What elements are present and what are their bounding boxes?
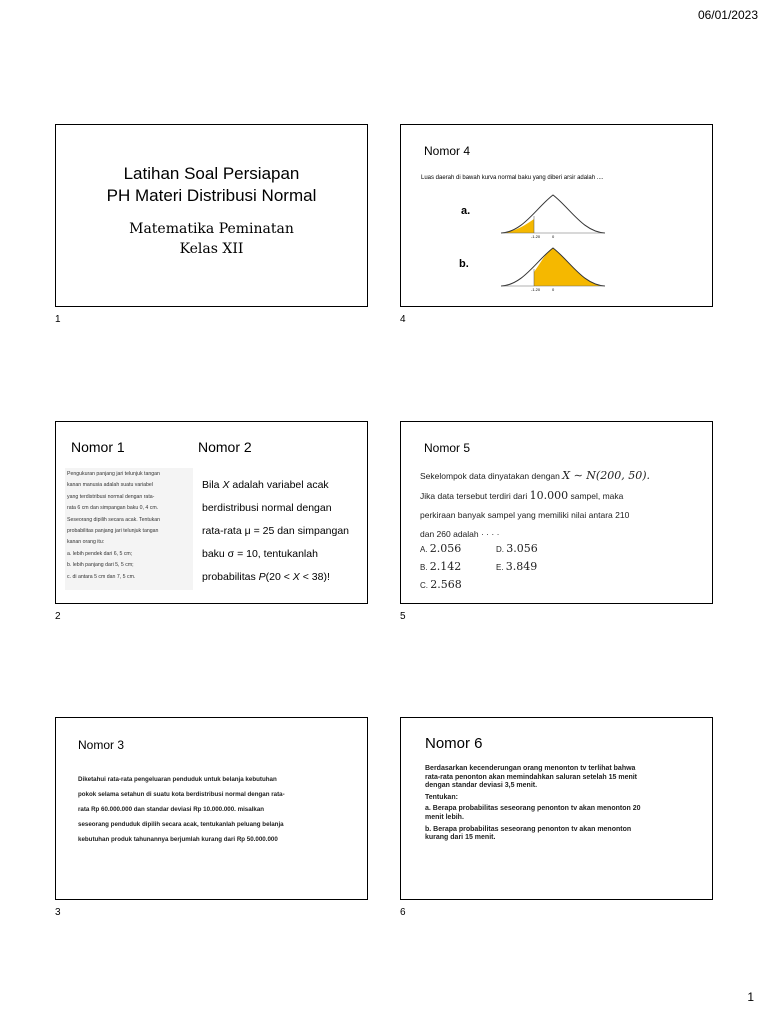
option-value: 3.849 [505,560,538,573]
slide-number-2: 2 [55,611,61,622]
tick-label-left: -1.20 [531,287,541,291]
slide-5 [400,421,713,604]
option-b [420,558,461,577]
shaded-left-tail [501,219,534,233]
tick-label-left: -1.20 [531,234,541,238]
page-number: 1 [747,990,754,1004]
problem-2-text [202,474,367,589]
problem-2-line-5 [202,566,367,589]
option-value: 3.056 [506,542,538,555]
problem-6-line: rata-rata penonton akan memindahkan saluran setelah 15 menit [425,773,638,781]
slide-heading: Nomor 4 [424,144,471,158]
slide-subtitle [56,219,367,259]
problem-1-line: Seseorang dipilih secara acak. Tentukan [67,516,161,523]
problem-2-line-1 [202,474,367,497]
problem-3-text [78,772,366,847]
slide-number-5: 5 [400,611,406,622]
problem-1-line: kanan manusia adalah suatu variabel [67,482,153,489]
tick-label-zero: 0 [552,287,555,291]
problem-1-text [65,468,193,590]
slide-title [56,163,367,207]
option-letter: A. [420,545,430,554]
text-run: probabilitas [202,571,259,583]
problem-5-line-3: perkiraan banyak sampel yang memiliki nilai antara 210 [420,510,630,520]
text-run: < 38)! [299,571,330,583]
problem-6-line: a. Berapa probabilitas seseorang penonton tv akan menonton 20 [425,805,641,813]
normal-curve-a [498,188,608,238]
option-e [496,558,537,577]
option-c [420,576,462,595]
problem-1-line: c. di antara 5 cm dan 7, 5 cm. [67,573,136,580]
slide-2 [55,421,368,604]
problem-1-line: yang terdistribusi normal dengan rata- [67,493,155,500]
variable-p: P [258,571,266,583]
problem-1-line: Pengukuran panjang jari telunjuk tangan [67,471,160,477]
problem-5-line-4 [420,525,710,544]
problem-1-line: b. lebih panjang dari 5, 5 cm; [67,562,134,569]
problem-3-line: kebutuhan produk tahunannya berjumlah kurang dari Rp 50.000.000 [78,836,278,843]
slide-number-4: 4 [400,314,406,325]
problem-1-line: probabilitas panjang jari telunjuk tangan [67,528,159,535]
option-value: 2.056 [429,542,462,555]
slide-6 [400,717,713,900]
slide-heading: Nomor 3 [78,738,125,752]
slide-title-line-1: Latihan Soal Persiapan [123,164,300,183]
text-run: adalah variabel acak [229,479,329,491]
problem-6-line: Berdasarkan kecenderungan orang menonton tv terlihat bahwa [425,765,636,772]
problem-6-line: dengan standar deviasi 3,5 menit. [425,782,538,790]
heading-nomor-1: Nomor 1 [71,439,125,455]
problem-3-line: rata Rp 60.000.000 dan standar deviasi Rp 10.000.000. misalkan [78,806,265,813]
tick-label-zero: 0 [552,234,555,238]
text-run: Sekelompok data dinyatakan dengan [420,471,563,481]
problem-1-line: kanan orang itu: [67,539,105,546]
text-run: (20 < [265,571,293,583]
variable-x: X [292,571,300,583]
option-letter: C. [420,581,431,590]
slide-3 [55,717,368,900]
question-text: Luas daerah di bawah kurva normal baku yang diberi arsir adalah .... [421,175,604,181]
slide-number-1: 1 [55,314,61,325]
problem-2-line-4: baku σ = 10, tentukanlah [202,548,318,560]
option-letter: B. [420,563,430,572]
problem-6-line: menit lebih. [425,813,464,821]
problem-1-line: rata 6 cm dan simpangan baku 0, 4 cm. [67,505,159,512]
problem-6-line: b. Berapa probabilitas seseorang penonton tv akan menonton [425,825,632,833]
problem-2-line-3: rata-rata μ = 25 dan simpangan [202,525,350,537]
ellipsis: · · · · [478,529,500,539]
option-a [420,540,461,559]
option-letter: D. [496,545,507,554]
math-expression: 10.000 [529,489,569,502]
text-run: Bila [202,479,223,491]
slide-4 [400,124,713,307]
problem-5-line-1 [420,466,710,486]
option-letter: E. [496,563,506,572]
problem-3-line: Diketahui rata-rata pengeluaran penduduk untuk belanja kebutuhan [78,776,277,783]
problem-2-line-2: berdistribusi normal dengan [202,502,332,514]
slide-1 [55,124,368,307]
problem-6-line: kurang dari 15 menit. [425,834,496,842]
bell-curve-line [501,195,605,233]
variable-x: X [222,479,230,491]
slide-subtitle-line-1: Matematika Peminatan [129,221,294,237]
problem-6-text [425,765,710,843]
date-label: 06/01/2023 [697,8,758,22]
problem-3-line: pokok selama setahun di suatu kota berdistribusi normal dengan rata- [78,791,285,798]
slide-heading: Nomor 5 [424,441,471,455]
problem-5-line-2 [420,486,710,506]
problem-3-line: seseorang penduduk dipilih secara acak, tentukanlah peluang belanja [78,821,284,828]
math-expression: X ∼ N(200, 50). [562,469,650,482]
text-run: Jika data tersebut terdiri dari [420,491,530,501]
slide-number-3: 3 [55,907,61,918]
option-value: 2.568 [430,578,462,591]
slide-title-line-2: PH Materi Distribusi Normal [106,186,317,205]
problem-6-line: Tentukan: [425,793,458,801]
option-d [496,540,538,559]
text-run: sampel, maka [568,491,624,501]
slide-subtitle-line-2: Kelas XII [179,241,244,257]
shaded-right-region [534,248,605,286]
text-run: dan 260 adalah [420,529,479,539]
option-a-label: a. [461,205,471,217]
slide-heading: Nomor 6 [425,735,483,752]
heading-nomor-2: Nomor 2 [198,439,252,455]
problem-5-text [420,466,710,544]
option-b-label: b. [459,258,469,270]
slide-number-6: 6 [400,907,406,918]
problem-1-line: a. lebih pendek dari 6, 5 cm; [67,550,133,557]
normal-curve-b [498,241,608,291]
option-value: 2.142 [429,560,462,573]
